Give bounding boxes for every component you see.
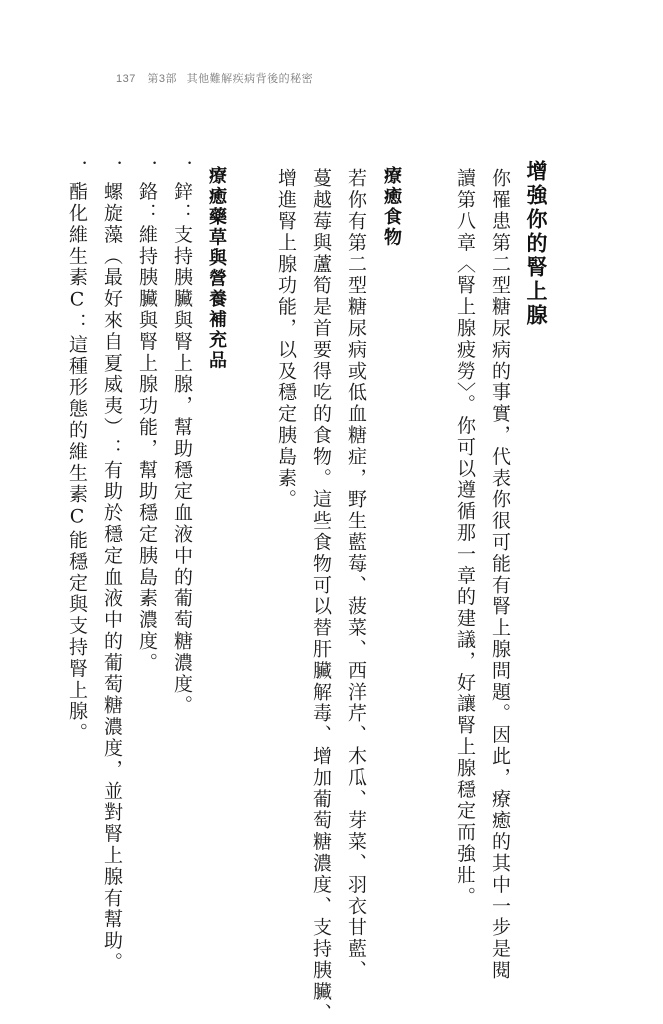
- adrenal-line-2: 讀第八章〈腎上腺疲勞〉。你可以遵循那一章的建議，好讓腎上腺穩定而強壯。: [454, 168, 476, 908]
- section-heading-herbs: 療癒藥草與營養補充品: [206, 166, 227, 371]
- section-heading-adrenal: 增強你的腎上腺: [524, 160, 548, 328]
- section-heading-foods: 療癒食物: [381, 166, 402, 248]
- herbs-bullet-3: ．螺旋藻（最好來自夏威夷）：有助於穩定血液中的葡萄糖濃度，並對腎上腺有幫助。: [101, 160, 123, 974]
- herbs-bullet-2: ．鉻：維持胰臟與腎上腺功能，幫助穩定胰島素濃度。: [136, 160, 158, 674]
- part-label: 第3部: [147, 73, 178, 85]
- foods-line-1: 若你有第二型糖尿病或低血糖症，野生藍莓、菠菜、西洋芹、木瓜、芽菜、羽衣甘藍、: [345, 168, 367, 982]
- foods-line-3: 增進腎上腺功能，以及穩定胰島素。: [275, 168, 297, 511]
- foods-line-2: 蔓越莓與蘆筍是首要得吃的食物。這些食物可以替肝臟解毒、增加葡萄糖濃度、支持胰臟、: [310, 168, 332, 1024]
- chapter-title: 其他難解疾病背後的秘密: [186, 73, 314, 85]
- adrenal-line-1: 你罹患第二型糖尿病的事實，代表你很可能有腎上腺問題。因此，療癒的其中一步是閱: [489, 168, 511, 982]
- herbs-bullet-4: ．酯化維生素C：這種形態的維生素C能穩定與支持腎上腺。: [66, 160, 88, 744]
- page-number: 137: [116, 73, 136, 85]
- herbs-bullet-1: ．鋅：支持胰臟與腎上腺，幫助穩定血液中的葡萄糖濃度。: [171, 160, 193, 717]
- running-header: [116, 70, 313, 86]
